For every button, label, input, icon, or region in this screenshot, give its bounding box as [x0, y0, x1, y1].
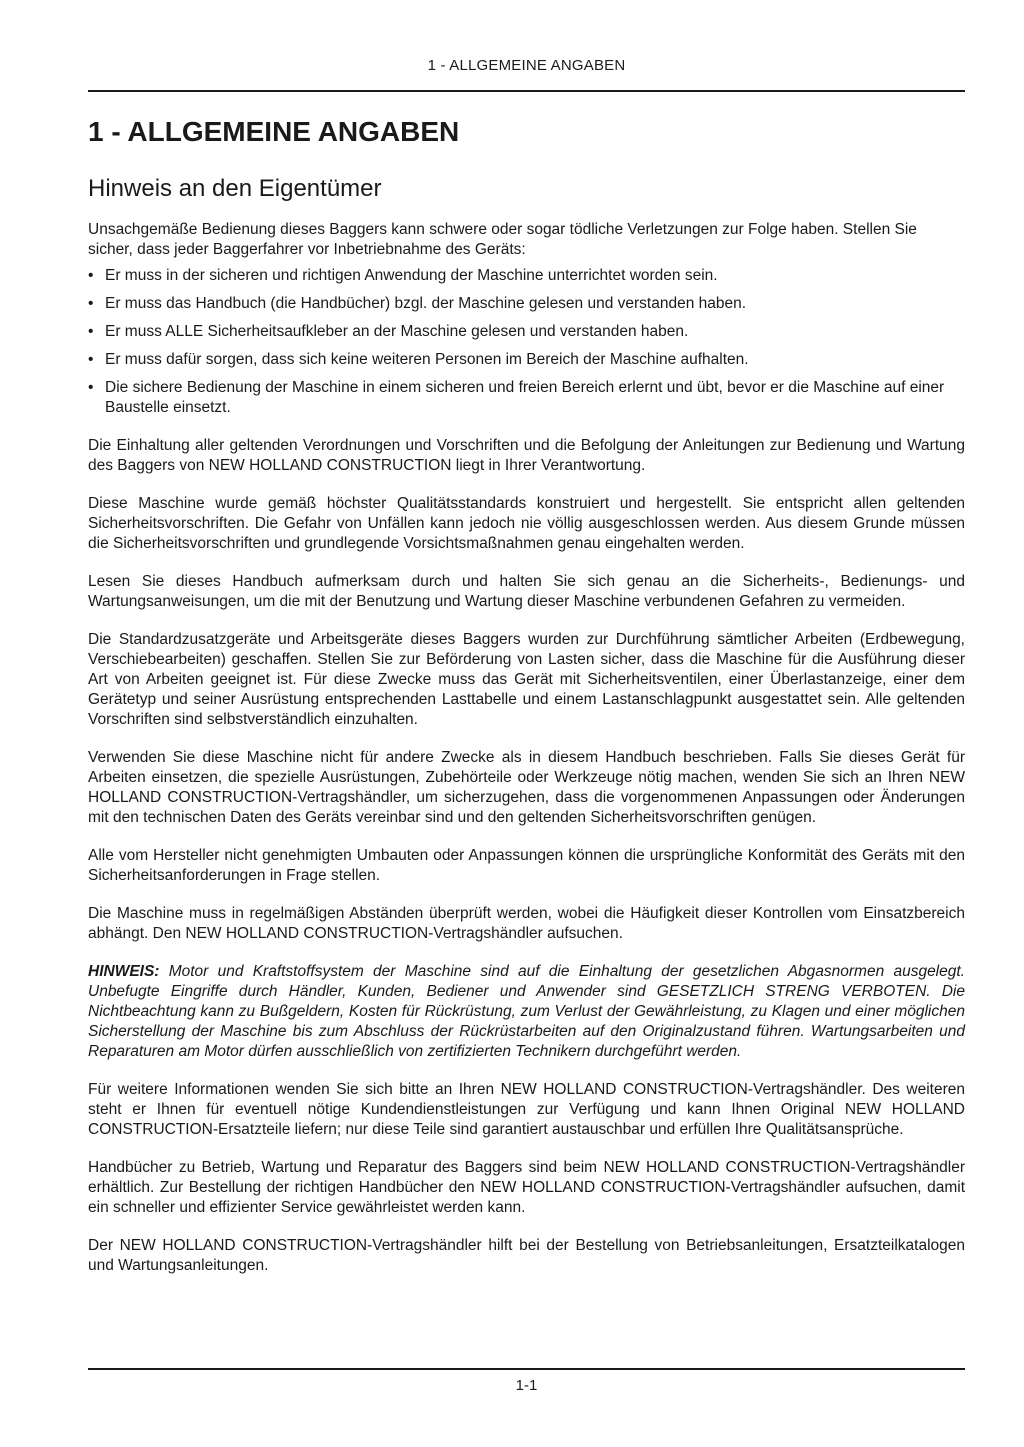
chapter-title: 1 - ALLGEMEINE ANGABEN: [88, 116, 460, 147]
body-paragraph: Die Maschine muss in regelmäßigen Abständen überprüft werden, wobei die Häufigkeit dieser Kontrollen vom Einsatzbereich abhängt. Den NEW HOLLAND CONSTRUCTION-Vertragshändler aufsuchen.: [88, 905, 965, 942]
list-item: • Er muss dafür sorgen, dass sich keine weiteren Personen im Bereich der Maschine aufhalten.: [88, 350, 965, 370]
page-content: [88, 112, 965, 1294]
body-paragraph: Lesen Sie dieses Handbuch aufmerksam durch und halten Sie sich genau an die Sicherheits-, Bedienungs- und Wartungsanweisungen, um die mit der Benutzung und Wartung dieser Maschine verbundenen Gefahren zu vermeiden.: [88, 573, 965, 610]
list-item: • Die sichere Bedienung der Maschine in einem sicheren und freien Bereich erlernt und übt, bevor er die Maschine auf einer Baustelle einsetzt.: [88, 378, 965, 418]
body-paragraph: Der NEW HOLLAND CONSTRUCTION-Vertragshändler hilft bei der Bestellung von Betriebsanleitungen, Ersatzteilkatalogen und Wartungsanleitungen.: [88, 1237, 965, 1274]
section-title: Hinweis an den Eigentümer: [88, 175, 382, 202]
running-header: 1 - ALLGEMEINE ANGABEN: [427, 57, 626, 74]
note-text: Motor und Kraftstoffsystem der Maschine sind auf die Einhaltung der gesetzlichen Abgasnormen ausgelegt. Unbefugte Eingriffe durch Händler, Kunden, Bediener und Anwender sind GESETZLICH STRENG VERBOTEN. Die Nichtbeachtung kann zu Bußgeldern, Kosten für Rückrüstung, zum Verlust der Gewährleistung, zu Klagen und einer möglichen Sicherstellung der Maschine bis zum Abschluss der Rückrüstarbeiten auf den Originalzustand führen. Wartungsarbeiten und Reparaturen am Motor dürfen ausschließlich von zertifizierten Technikern durchgeführt werden.: [88, 963, 965, 1060]
list-item: • Er muss das Handbuch (die Handbücher) bzgl. der Maschine gelesen und verstanden haben.: [88, 294, 965, 314]
header-rule: [88, 90, 965, 92]
page-number: 1-1: [515, 1377, 538, 1394]
list-item: • Er muss in der sicheren und richtigen Anwendung der Maschine unterrichtet worden sein.: [88, 266, 965, 286]
note-paragraph: [88, 962, 965, 1062]
intro-paragraph: Unsachgemäße Bedienung dieses Baggers kann schwere oder sogar tödliche Verletzungen zur Folge haben. Stellen Sie sicher, dass jeder Baggerfahrer vor Inbetriebnahme des Geräts:: [88, 221, 917, 258]
body-paragraph: Für weitere Informationen wenden Sie sich bitte an Ihren NEW HOLLAND CONSTRUCTION-Vertragshändler. Des weiteren steht er Ihnen für eventuell nötige Kundendienstleistungen zur Verfügung und kann Ihnen Original NEW HOLLAND CONSTRUCTION-Ersatzteile liefern; nur diese Teile sind garantiert austauschbar und erfüllen Ihre Qualitätsansprüche.: [88, 1081, 965, 1138]
body-paragraph: Diese Maschine wurde gemäß höchster Qualitätsstandards konstruiert und hergestellt. Sie entspricht allen geltenden Sicherheitsvorschriften. Die Gefahr von Unfällen kann jedoch nie völlig ausgeschlossen werden. Aus diesem Grunde müssen die Sicherheitsvorschriften und grundlegende Vorsichtsmaßnahmen genau eingehalten werden.: [88, 495, 965, 552]
body-paragraph: Die Standardzusatzgeräte und Arbeitsgeräte dieses Baggers wurden zur Durchführung sämtlicher Arbeiten (Erdbewegung, Verschiebearbeiten) geschaffen. Stellen Sie zur Beförderung von Lasten sicher, dass die Maschine für die Ausführung dieser Art von Arbeiten geeignet ist. Für diese Zwecke muss das Gerät mit Sicherheitsventilen, einer Überlastanzeige, einer dem Gerätetyp und seiner Ausrüstung entsprechenden Lasttabelle und einem Lastanschlagpunkt ausgestattet sein. Alle geltenden Vorschriften sind selbstverständlich einzuhalten.: [88, 631, 965, 728]
list-item: • Er muss ALLE Sicherheitsaufkleber an der Maschine gelesen und verstanden haben.: [88, 322, 965, 342]
note-label: HINWEIS:: [88, 963, 160, 980]
requirements-list: [88, 266, 965, 418]
body-paragraph: Alle vom Hersteller nicht genehmigten Umbauten oder Anpassungen können die ursprüngliche Konformität des Geräts mit den Sicherheitsanforderungen in Frage stellen.: [88, 847, 965, 884]
body-paragraph: Handbücher zu Betrieb, Wartung und Reparatur des Baggers sind beim NEW HOLLAND CONSTRUCTION-Vertragshändler erhältlich. Zur Bestellung der richtigen Handbücher den NEW HOLLAND CONSTRUCTION-Vertragshändler aufsuchen, damit ein schneller und effizienter Service gewährleistet werden kann.: [88, 1159, 965, 1216]
body-paragraph: Die Einhaltung aller geltenden Verordnungen und Vorschriften und die Befolgung der Anleitungen zur Bedienung und Wartung des Baggers von NEW HOLLAND CONSTRUCTION liegt in Ihrer Verantwortung.: [88, 437, 965, 474]
footer-rule: [88, 1368, 965, 1370]
body-paragraph: Verwenden Sie diese Maschine nicht für andere Zwecke als in diesem Handbuch beschrieben. Falls Sie dieses Gerät für Arbeiten einsetzen, die spezielle Ausrüstungen, Zubehörteile oder Werkzeuge nötig machen, wenden Sie sich an Ihren NEW HOLLAND CONSTRUCTION-Vertragshändler, um sicherzugehen, dass die vorgenommenen Anpassungen oder Änderungen mit den technischen Daten des Geräts vereinbar sind und den geltenden Sicherheitsvorschriften genügen.: [88, 749, 965, 826]
